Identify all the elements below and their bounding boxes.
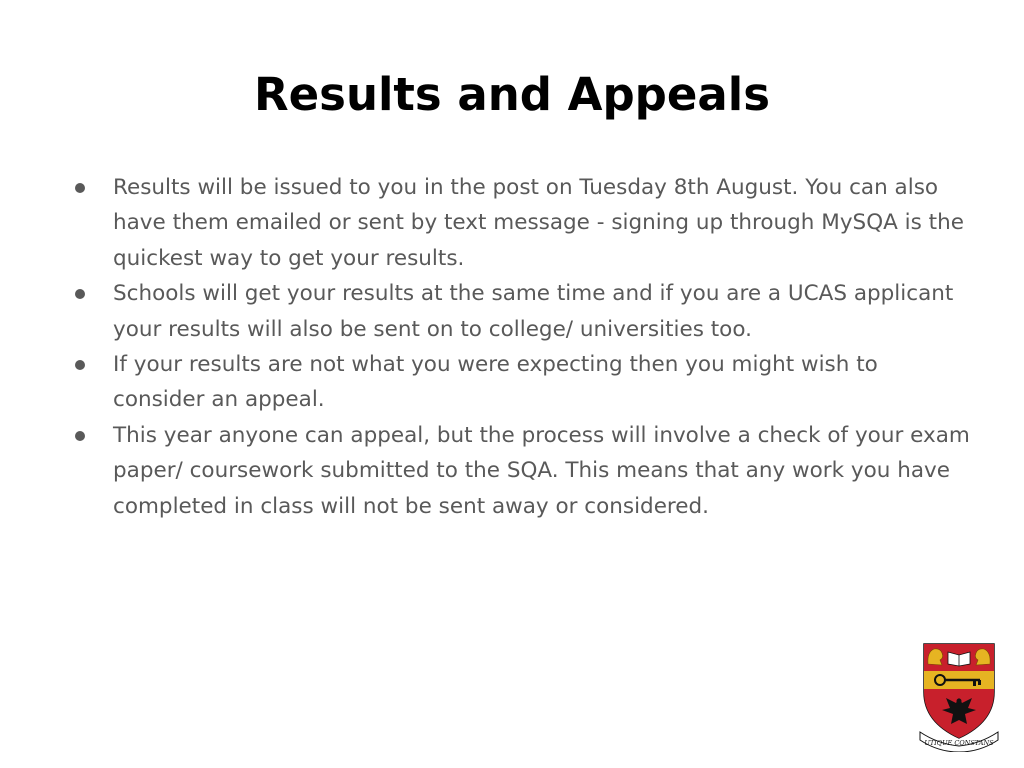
bullet-text: Schools will get your results at the same time and if you are a UCAS applicant your results will also be sent on to college/ universities too. (113, 281, 954, 342)
bullet-dot-icon (75, 289, 85, 299)
slide-title: Results and Appeals (253, 68, 770, 121)
bullet-text: Results will be issued to you in the post on Tuesday 8th August. You can also have them emailed or sent by text message - signing up through MySQA is the quickest way to get your results. (113, 175, 964, 271)
bullet-dot-icon (75, 183, 85, 193)
bullet-item (70, 170, 970, 276)
crest-motto-text: UTIQUE CONSTANS (924, 739, 994, 747)
bullet-item (70, 418, 970, 524)
bullet-list (70, 170, 970, 524)
bullet-item (70, 347, 970, 418)
bullet-item (70, 276, 970, 347)
bullet-text: This year anyone can appeal, but the process will involve a check of your exam paper/ coursework submitted to the SQA. This means that any work you have completed in class will not be sent away or considered. (113, 422, 970, 519)
bullet-dot-icon (75, 360, 85, 370)
bullet-text: If your results are not what you were expecting then you might wish to consider an appeal. (113, 352, 878, 413)
bullet-dot-icon (75, 431, 85, 441)
school-crest-logo (918, 640, 1000, 752)
